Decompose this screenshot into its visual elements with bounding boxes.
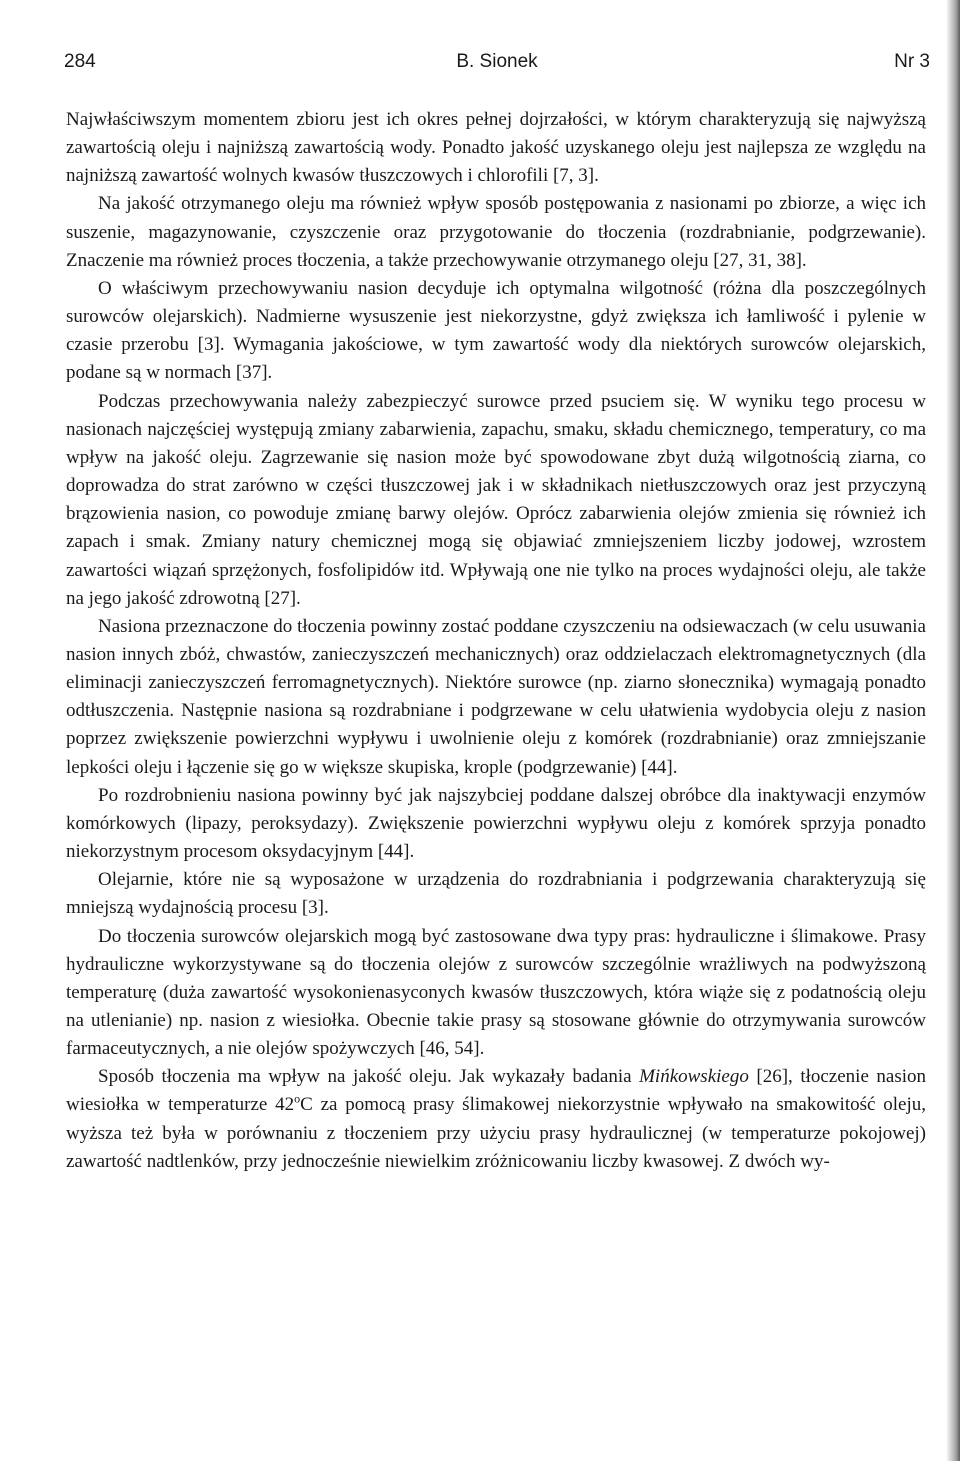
paragraph: Na jakość otrzymanego oleju ma również wpływ sposób postępowania z nasionami po zbiorze, a więc ich suszenie, magazynowanie, czyszczenie oraz przygotowanie do tłoczenia (rozdrabnianie, podgrzewanie). Znaczenie ma również proces tłoczenia, a także przechowywanie otrzymanego oleju [27, 31, 38].	[66, 193, 926, 271]
cited-author: Mińkowskiego	[639, 1066, 749, 1088]
page-header	[64, 44, 930, 80]
page-number: 284	[64, 51, 96, 72]
running-header-author: B. Sionek	[456, 51, 538, 72]
paragraph-text: Sposób tłoczenia ma wpływ na jakość oleju. Jak wykazały badania	[98, 1066, 632, 1088]
paragraph-last	[66, 1063, 926, 1176]
paragraph: Do tłoczenia surowców olejarskich mogą być zastosowane dwa typy pras: hydrauliczne i ślimakowe. Prasy hydrauliczne wykorzystywane są do tłoczenia olejów z surowców szczególnie wrażliwych na podwyższoną temperaturę (duża zawartość wysokonienasyconych kwasów tłuszczowych, która wiąże się z podatnością oleju na utlenianie) np. nasion z wiesiołka. Obecnie takie prasy są stosowane głównie do otrzymywania surowców farmaceutycznych, a nie olejów spożywczych [46, 54].	[66, 925, 926, 1060]
paragraph: Podczas przechowywania należy zabezpieczyć surowce przed psuciem się. W wyniku tego procesu w nasionach najczęściej występują zmiany zabarwienia, zapachu, smaku, składu chemicznego, temperatury, co ma wpływ na jakość oleju. Zagrzewanie się nasion może być spowodowane zbyt dużą wilgotnością ziarna, co doprowadza do strat zarówno w części tłuszczowej jak i w składnikach nietłuszczowych oraz jest przyczyną brązowienia nasion, co powoduje zmianę barwy olejów. Oprócz zabarwienia olejów zmienia się również ich zapach i smak. Zmiany natury chemicznej mogą się objawiać zmniejszeniem liczby jodowej, wzrostem zawartości wiązań sprzężonych, fosfolipidów itd. Wpływają one nie tylko na proces wydajności oleju, ale także na jego jakość zdrowotną [27].	[66, 390, 926, 609]
paragraph: Olejarnie, które nie są wyposażone w urządzenia do rozdrabniania i podgrzewania charakteryzują się mniejszą wydajnością procesu [3].	[66, 869, 926, 919]
body-text	[66, 106, 926, 1176]
paragraph: Nasiona przeznaczone do tłoczenia powinny zostać poddane czyszczeniu na odsiewaczach (w celu usuwania nasion innych zbóż, chwastów, zanieczyszczeń mechanicznych) oraz oddzielaczach elektromagnetycznych (dla eliminacji zanieczyszczeń ferromagnetycznych). Niektóre surowce (np. ziarno słonecznika) wymagają ponadto odtłuszczenia. Następnie nasiona są rozdrabniane i podgrzewane w celu ułatwienia wydobycia oleju z nasion poprzez zwiększenie powierzchni wypływu i uwolnienie oleju z komórek (rozdrabnianie) oraz zmniejszanie lepkości oleju i łączenie się go w większe skupiska, krople (podgrzewanie) [44].	[66, 615, 926, 778]
issue-number: Nr 3	[894, 51, 930, 72]
page-edge-shadow	[946, 0, 960, 1461]
paragraph-text: [26], tłoczenie nasion wiesiołka w temperaturze 42	[66, 1066, 927, 1116]
paragraph: O właściwym przechowywaniu nasion decyduje ich optymalna wilgotność (różna dla poszczególnych surowców olejarskich). Nadmierne wysuszenie jest niekorzystne, gdyż zwiększa ich łamliwość i pylenie w czasie przerobu [3]. Wymagania jakościowe, w tym zawartość wody dla niektórych surowców olejarskich, podane są w normach [37].	[66, 277, 926, 384]
paragraph-text: C za pomocą prasy ślimakowej niekorzystnie wpływało na smakowitość oleju, wyższa też była w porównaniu z tłoczeniem przy użyciu prasy hydraulicznej (w temperaturze pokojowej) zawartość nadtlenków, przy jednocześnie niewielkim zróżnicowaniu liczby kwasowej. Z dwóch wy-	[66, 1094, 926, 1172]
paragraph-continued: Najwłaściwszym momentem zbioru jest ich okres pełnej dojrzałości, w którym charakteryzują się najwyższą zawartością oleju i najniższą zawartością wody. Ponadto jakość uzyskanego oleju jest najlepsza ze względu na najniższą zawartość wolnych kwasów tłuszczowych i chlorofili [7, 3].	[66, 109, 926, 187]
degree-superscript: o	[294, 1092, 301, 1107]
paragraph: Po rozdrobnieniu nasiona powinny być jak najszybciej poddane dalszej obróbce dla inaktywacji enzymów komórkowych (lipazy, peroksydazy). Zwiększenie powierzchni wypływu oleju z komórek sprzyja ponadto niekorzystnym procesom oksydacyjnym [44].	[66, 784, 926, 863]
